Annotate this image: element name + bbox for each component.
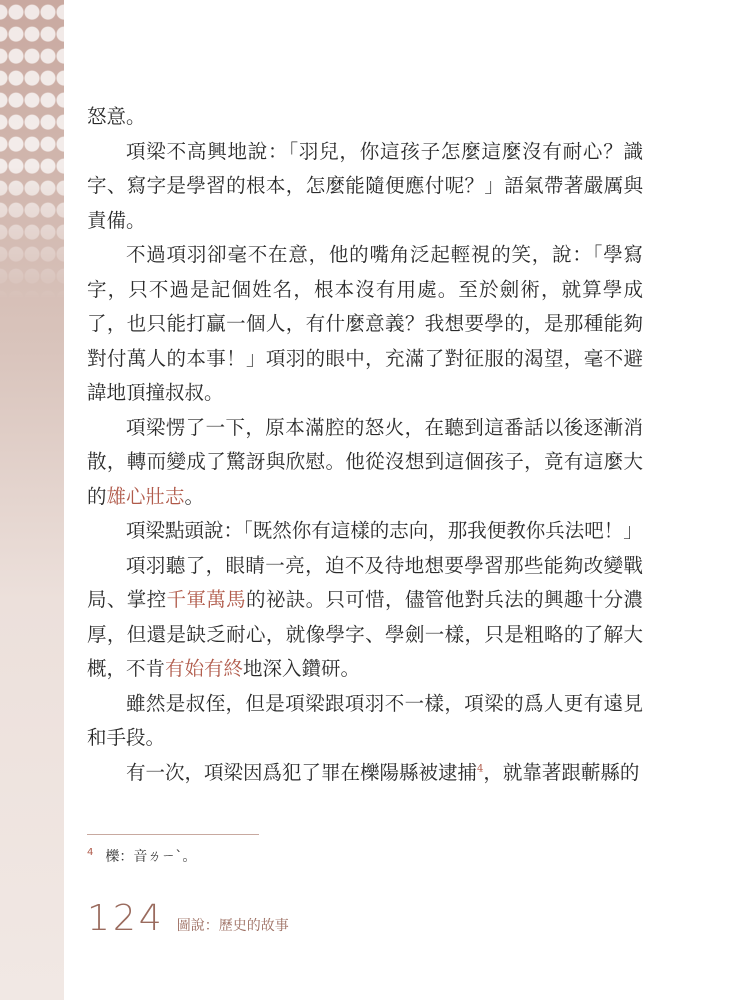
decorative-side-band — [0, 0, 64, 1000]
folio — [87, 898, 289, 939]
text-run: ，就靠著跟蘄縣的 — [483, 760, 640, 784]
paragraph — [87, 411, 643, 515]
text-run: 有一次，項梁因爲犯了罪在櫟陽縣被逮捕 — [126, 760, 478, 784]
paragraph — [87, 549, 643, 687]
body-text — [87, 100, 643, 790]
paragraph — [87, 100, 643, 135]
footnote-number: 4 — [87, 847, 94, 859]
paragraph — [87, 687, 643, 756]
text-run: 怒意。 — [87, 105, 146, 128]
text-run: 雖然是叔侄，但是項梁跟項羽不一樣，項梁的爲人更有遠見和手段。 — [87, 691, 643, 749]
footnote-text: 櫟：音ㄌㄧˋ。 — [105, 849, 197, 865]
page-number: 124 — [87, 898, 165, 939]
text-run: 。 — [184, 484, 205, 508]
highlighted-phrase: 千軍萬馬 — [166, 588, 246, 611]
text-run: 不過項羽卻毫不在意，他的嘴角泛起輕視的笑，說：「學寫字，只不過是記個姓名，根本沒有用處。至於劍術，就算學成了，也只能打贏一個人，有什麼意義？我想要學的，是那種能夠對付萬人的本事！」項羽的眼中，充滿了對征服的渴望，毫不避諱地頂撞叔叔。 — [87, 243, 643, 404]
highlighted-phrase: 有始有終 — [165, 657, 244, 680]
text-run: 項梁點頭說：「既然你有這樣的志向，那我便教你兵法吧！」 — [126, 519, 643, 542]
paragraph — [87, 756, 643, 791]
paragraph — [87, 514, 643, 549]
text-run: 項梁不高興地說：「羽兒，你這孩子怎麼這麼沒有耐心？識字、寫字是學習的根本，怎麼能隨便應付呢？」語氣帶著嚴厲與責備。 — [87, 139, 643, 232]
text-run: 項羽聽了，眼睛一亮，迫不及待地想要學習那些能夠改變戰局、掌控 — [87, 553, 643, 611]
text-run: 的祕訣。只可惜，儘管他對兵法的興趣十分濃厚，但還是缺乏耐心，就像學字、學劍一樣，只是粗略的了解大概，不肯 — [87, 588, 643, 680]
highlighted-phrase: 雄心壯志 — [106, 484, 185, 508]
paragraph — [87, 238, 643, 411]
running-title: 圖說：歷史的故事 — [176, 918, 289, 934]
lace-pattern-ornament — [0, 0, 64, 300]
paragraph — [87, 135, 643, 239]
text-run: 地深入鑽研。 — [243, 657, 361, 680]
footnote-reference: 4 — [477, 763, 484, 774]
footnote — [87, 846, 196, 866]
footnote-divider — [87, 834, 259, 835]
text-run: 項梁愣了一下，原本滿腔的怒火，在聽到這番話以後逐漸消散，轉而變成了驚訝與欣慰。他從沒想到這個孩子，竟有這麼大的 — [87, 415, 643, 508]
